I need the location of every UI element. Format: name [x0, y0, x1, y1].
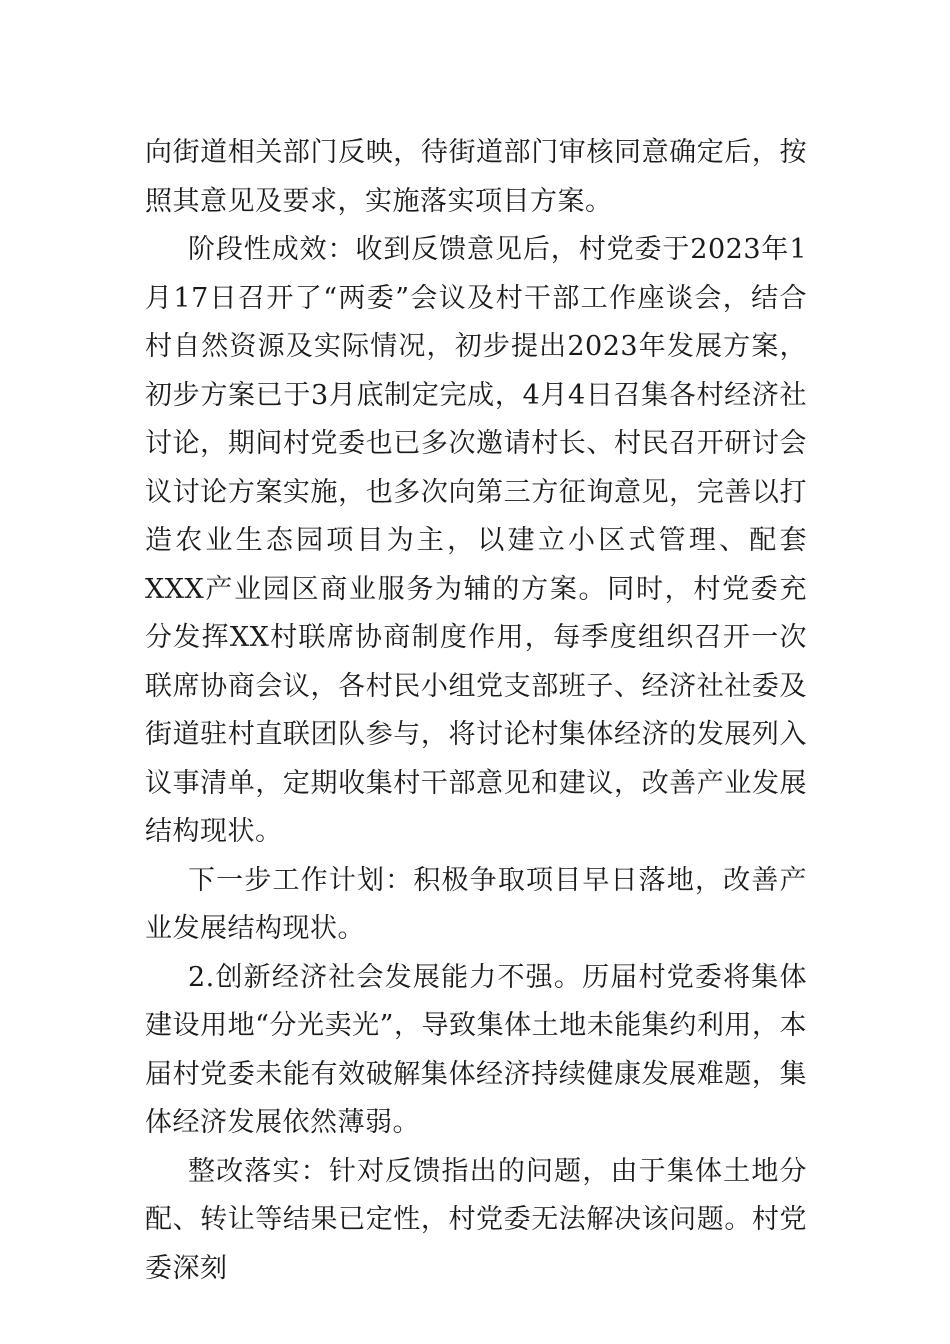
paragraph-issue-2: 2.创新经济社会发展能力不强。历届村党委将集体建设用地“分光卖光”，导致集体土地未能集约利用，本届村党委未能有效破解集体经济持续健康发展难题，集体经济发展依然薄弱。	[145, 961, 807, 1138]
paragraph-next-plan: 下一步工作计划：积极争取项目早日落地，改善产业发展结构现状。	[145, 864, 807, 944]
paragraph-continuation: 向街道相关部门反映，待街道部门审核同意确定后，按照其意见及要求，实施落实项目方案。	[145, 137, 807, 217]
paragraph-rectification: 整改落实：针对反馈指出的问题，由于集体土地分配、转让等结果已定性，村党委无法解决该问题。村党委深刻	[145, 1155, 807, 1284]
paragraph-stage-results: 阶段性成效：收到反馈意见后，村党委于2023年1月17日召开了“两委”会议及村干部工作座谈会，结合村自然资源及实际情况，初步提出2023年发展方案，初步方案已于3月底制定完成，4月4日召集各村经济社讨论，期间村党委也已多次邀请村长、村民召开研讨会议讨论方案实施，也多次向第三方征询意见，完善以打造农业生态园项目为主，以建立小区式管理、配套XXX产业园区商业服务为辅的方案。同时，村党委充分发挥XX村联席协商制度作用，每季度组织召开一次联席协商会议，各村民小组党支部班子、经济社社委及街道驻村直联团队参与，将讨论村集体经济的发展列入议事清单，定期收集村干部意见和建议，改善产业发展结构现状。	[145, 234, 807, 847]
document-body	[145, 129, 807, 1293]
